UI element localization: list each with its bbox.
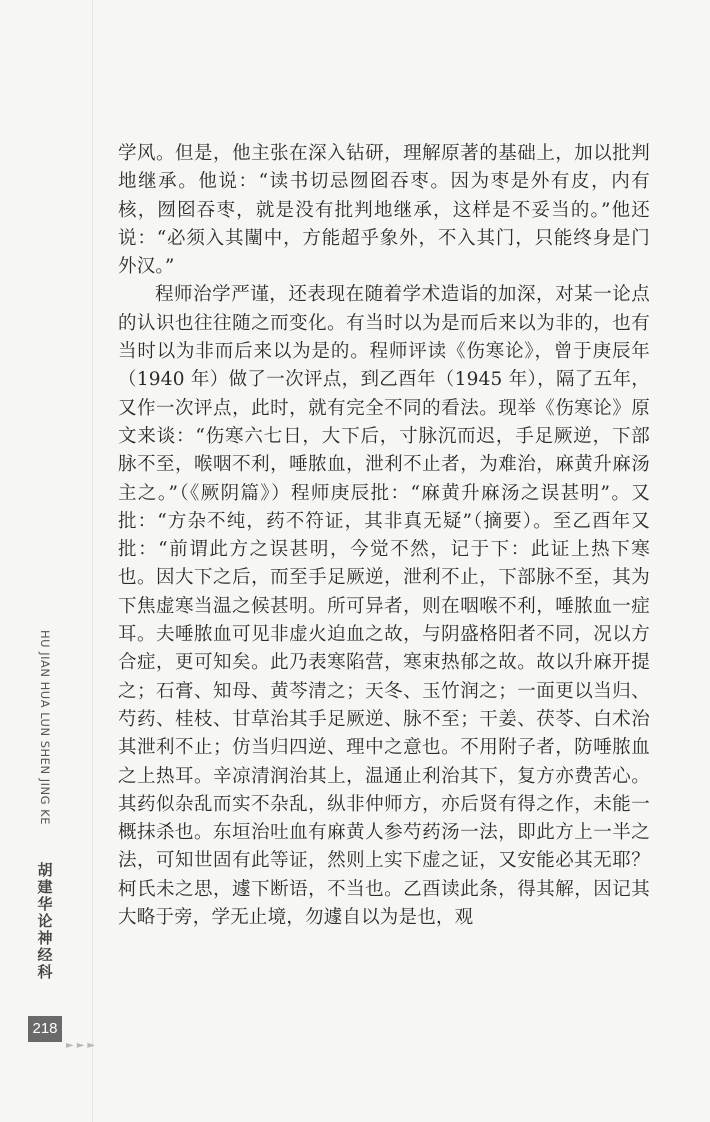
- body-text: [118, 140, 650, 932]
- series-title-chinese: 胡 建 华 论 神 经 科: [37, 861, 53, 981]
- paragraph-2: 程师治学严谨，还表现在随着学术造诣的加深，对某一论点的认识也往往随之而变化。有当时以为是而后来以为非的，也有当时以为非而后来以为是的。程师评读《伤寒论》，曾于庚辰年（1940 年）做了一次评点，到乙酉年（1945 年），隔了五年，又作一次评点，此时，就有完全不同的看法。现举《伤寒论》原文来谈：“伤寒六七日，大下后，寸脉沉而迟，手足厥逆，下部脉不至，喉咽不利，唾脓血，泄利不止者，为难治，麻黄升麻汤主之。”（《厥阴篇》）程师庚辰批：“麻黄升麻汤之误甚明”。又批：“方杂不纯，药不符证，其非真无疑”（摘要）。至乙酉年又批：“前谓此方之误甚明，今觉不然，记于下：此证上热下寒也。因大下之后，而至手足厥逆，泄利不止，下部脉不至，其为下焦虚寒当温之候甚明。所可异者，则在咽喉不利，唾脓血一症耳。夫唾脓血可见非虚火迫血之故，与阴盛格阳者不同，况以方合症，更可知矣。此乃表寒陷营，寒束热郁之故。故以升麻开提之；石膏、知母、黄芩清之；天冬、玉竹润之；一面更以当归、芍药、桂枝、甘草治其手足厥逆、脉不至；干姜、茯苓、白术治其泄利不止；仿当归四逆、理中之意也。不用附子者，防唾脓血之上热耳。辛凉清润治其上，温通止利治其下，复方亦费苦心。其药似杂乱而实不杂乱，纵非仲师方，亦后贤有得之作，未能一概抹杀也。东垣治吐血有麻黄人参芍药汤一法，即此方上一半之法，可知世固有此等证，然则上实下虚之证，又安能必其无耶？柯氏未之思，遽下断语，不当也。乙酉读此条，得其解，因记其大略于旁，学无止境，勿遽自以为是也，观: [118, 284, 650, 929]
- arrow-markers-icon: ►►►: [66, 1040, 99, 1051]
- paragraph-1: 学风。但是，他主张在深入钻研，理解原著的基础上，加以批判地继承。他说：“读书切忌囫囵吞枣。因为枣是外有皮，内有核，囫囵吞枣，就是没有批判地继承，这样是不妥当的。”他还说：“必须入其闉中，方能超乎象外，不入其门，只能终身是门外汉。”: [118, 143, 650, 278]
- side-margin: [20, 630, 68, 990]
- series-title-pinyin: HU JIAN HUA LUN SHEN JING KE: [38, 630, 52, 825]
- page-number: 218: [28, 1016, 62, 1042]
- page-edge-line: [92, 0, 93, 1122]
